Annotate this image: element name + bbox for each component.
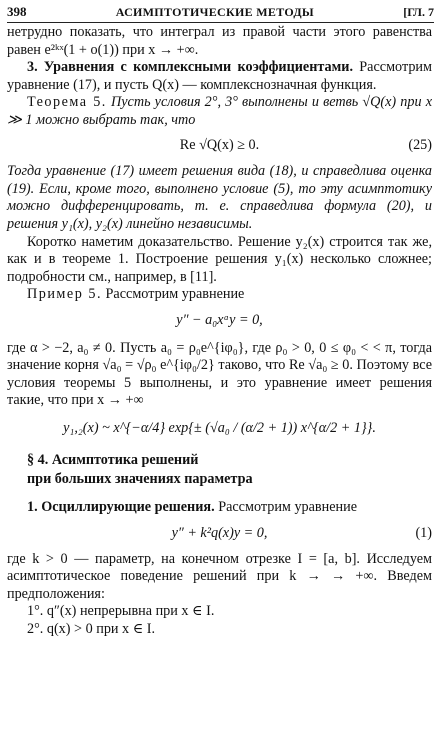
- example-explanation: где α > −2, a₀ ≠ 0. Пусть a₀ = ρ₀e^{iφ₀}, где ρ₀ > 0, 0 ≤ φ₀ < < π, тогда значение корня √a₀ = √ρ₀ e^{iφ₀/2} таково, что Re √a₀ ≥ 0. Поэтому все условия теоремы 5 выполнены, и это уравнение имеет решения такие, что при x → +∞: [7, 339, 432, 409]
- example-5-text: Рассмотрим уравнение: [102, 286, 245, 303]
- asymptotic-formula: [7, 420, 432, 438]
- example-5-label: Пример 5.: [27, 286, 102, 303]
- proof-sketch: Коротко наметим доказательство. Решение y₂(x) строится так же, как и в теореме 1. Построение решения y₁(x) несколько сложнее; подробности см., например, в [11].: [7, 233, 432, 285]
- equation-1: [7, 525, 432, 543]
- running-title: АСИМПТОТИЧЕСКИЕ МЕТОДЫ: [115, 4, 315, 19]
- example-equation-formula: y″ − a₀xᵅy = 0,: [176, 311, 263, 328]
- subsection-3-text: Рассмотрим уравнение (17), и пусть Q(x) — комплекснозначная функция.: [7, 59, 432, 93]
- page-number: 398: [7, 4, 27, 19]
- paragraph-continuation: нетрудно показать, что интеграл из правой части этого равенства равен e²ᵏˣ(1 + o(1)) при x → +∞.: [7, 24, 432, 58]
- condition-2: 2°. q(x) > 0 при x ∈ I.: [27, 621, 156, 638]
- running-header: [7, 3, 434, 21]
- page-body: [7, 24, 432, 639]
- subsection-3: [7, 59, 432, 94]
- equation-25-formula: Re √Q(x) ≥ 0.: [179, 136, 260, 153]
- example-5: [7, 286, 432, 304]
- equation-1-number: (1): [415, 525, 432, 542]
- equation-25-number: (25): [408, 136, 432, 153]
- subsection-1-text: Рассмотрим уравнение: [214, 499, 357, 516]
- chapter-label: [ГЛ. 7: [403, 4, 434, 19]
- theorem-5-text: Пусть условия 2°, 3° выполнены и ветвь √Q(x) при x ≫ 1 можно выбрать так, что: [7, 94, 432, 128]
- header-rule: [7, 22, 434, 23]
- condition-1: 1°. q″(x) непрерывна при x ∈ I.: [27, 603, 215, 620]
- example-equation: [7, 312, 432, 330]
- section-4-title-line2: при больших значениях параметра: [27, 471, 253, 488]
- theorem-5-conclusion: Тогда уравнение (17) имеет решения вида (18), и справедлива оценка (19). Если, кроме того, выполнено условие (5), то эту асимптотику можно дифференцировать, т. е. справедлива формула (20), и решения y₁(x), y₂(x) линейно независимы.: [7, 163, 432, 232]
- equation-1-formula: y″ + k²q(x)y = 0,: [171, 525, 268, 542]
- subsection-3-heading: 3. Уравнения с комплексными коэффициентами.: [27, 59, 354, 76]
- parameter-paragraph: где k > 0 — параметр, на конечном отрезке I = [a, b]. Исследуем асимптотическое поведение решений при k → → +∞. Введем предположения:: [7, 550, 432, 602]
- equation-25: [7, 137, 432, 155]
- asymptotic-formula-text: y₁,₂(x) ~ x^{−α/4} exp{± (√a₀ / (α/2 + 1)) x^{α/2 + 1}}.: [63, 419, 376, 436]
- subsection-1: [7, 499, 432, 517]
- subsection-1-heading: 1. Осциллирующие решения.: [27, 499, 215, 516]
- theorem-5: [7, 94, 432, 129]
- theorem-5-label: Теорема 5.: [27, 94, 107, 111]
- section-4-title-line1: § 4. Асимптотика решений: [27, 452, 199, 469]
